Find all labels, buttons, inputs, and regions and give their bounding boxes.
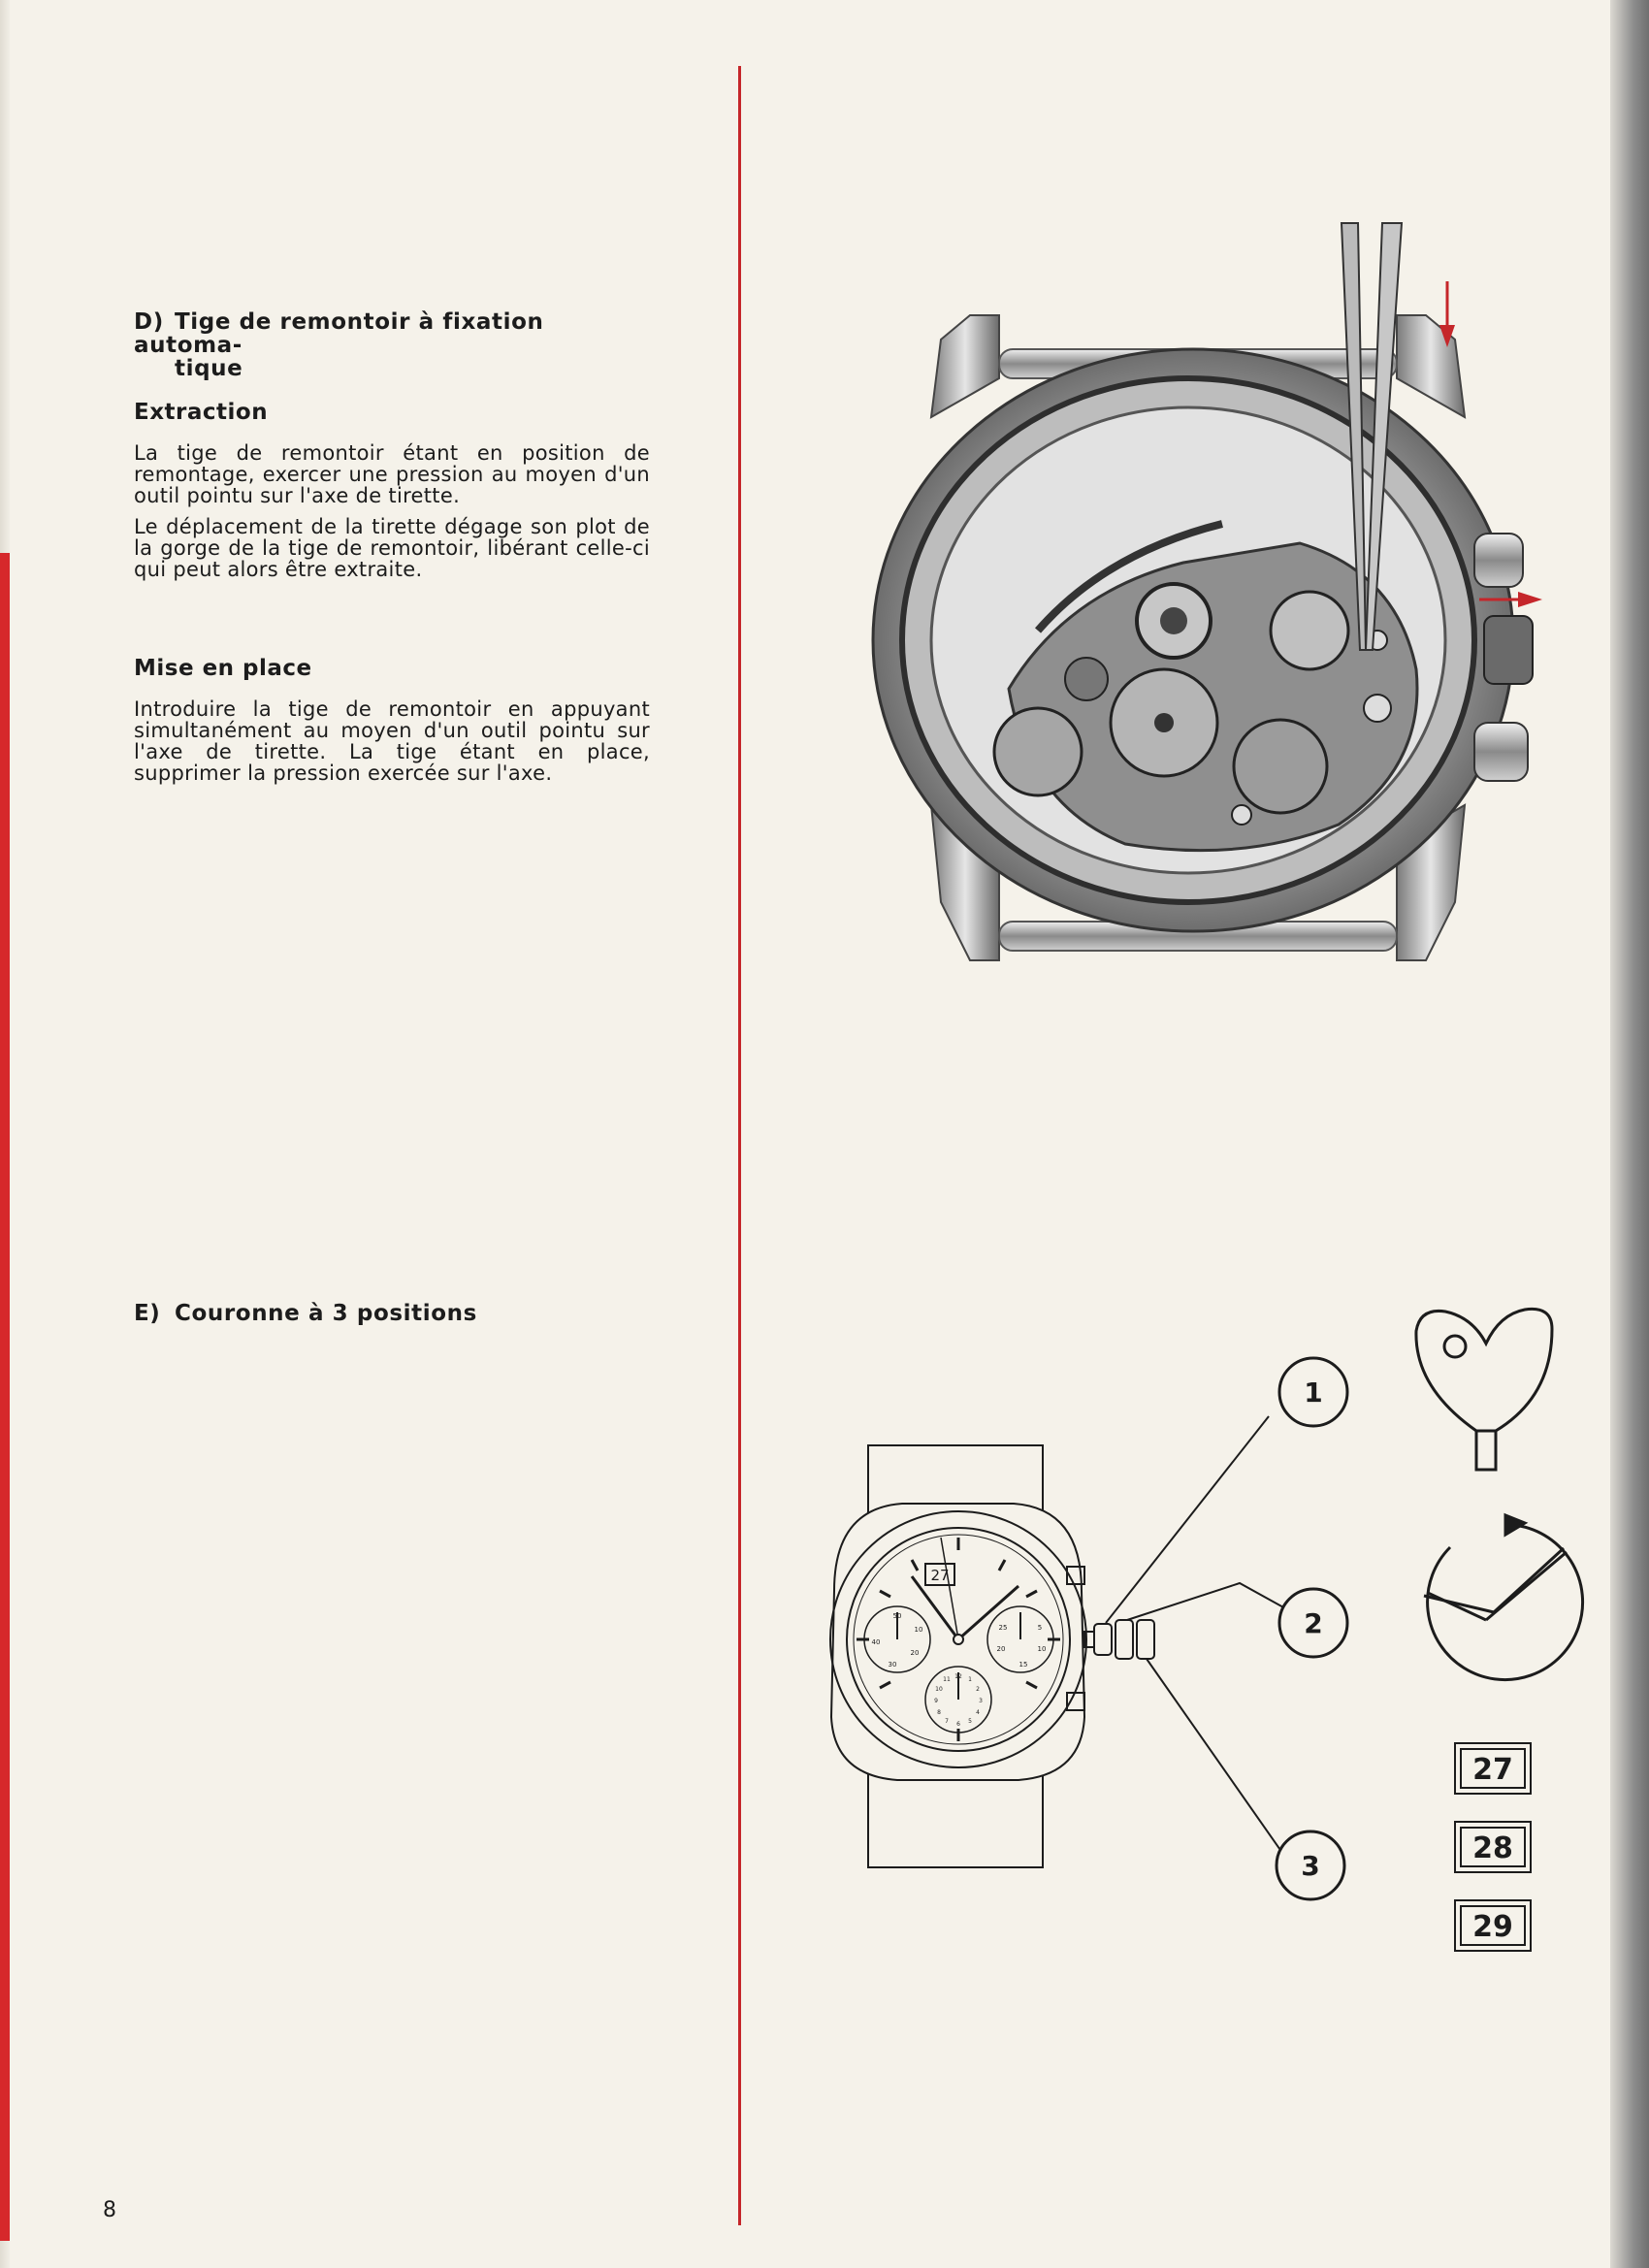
crown-positions-diagram: [776, 1300, 1600, 1944]
svg-text:6: 6: [956, 1721, 960, 1728]
svg-text:8: 8: [937, 1709, 941, 1716]
svg-text:30: 30: [888, 1661, 897, 1669]
svg-text:11: 11: [943, 1676, 951, 1683]
callout-1-label: 1: [1304, 1377, 1323, 1409]
page-number: 8: [103, 2198, 116, 2222]
svg-text:3: 3: [979, 1698, 983, 1704]
svg-text:5: 5: [968, 1718, 972, 1725]
column-divider: [738, 66, 741, 2225]
section-d: [134, 310, 650, 784]
red-thumb-index-tab: [0, 553, 10, 2241]
crown-position-2-drawing: [1116, 1620, 1133, 1659]
section-e-title-text: Couronne à 3 positions: [175, 1301, 477, 1326]
section-e-letter: E): [134, 1301, 161, 1326]
date-window-text: 27: [930, 1567, 950, 1584]
svg-text:25: 25: [998, 1624, 1008, 1632]
svg-text:5: 5: [1037, 1624, 1043, 1632]
svg-text:20: 20: [910, 1649, 920, 1657]
crown-position-1-drawing: [1094, 1624, 1112, 1655]
svg-text:10: 10: [935, 1686, 943, 1693]
page-edge-right-shadow: [1610, 0, 1649, 2268]
svg-text:15: 15: [1018, 1661, 1028, 1669]
section-d-letter: D): [134, 309, 164, 335]
section-e-title: [134, 1302, 650, 1325]
date-box-27-text: 27: [1472, 1753, 1513, 1787]
extraction-heading: Extraction: [134, 400, 269, 425]
section-d-title: [134, 310, 650, 380]
section-e: [134, 1302, 650, 1325]
hand-setting-icon: [1424, 1515, 1583, 1680]
callout-2-label: 2: [1304, 1607, 1323, 1639]
callout-3-label: 3: [1301, 1850, 1320, 1882]
winding-key-icon: [1416, 1309, 1552, 1470]
svg-text:10: 10: [914, 1626, 923, 1634]
svg-text:12: 12: [954, 1673, 962, 1680]
svg-text:1: 1: [968, 1676, 972, 1683]
svg-text:10: 10: [1037, 1645, 1047, 1653]
mise-en-place-paragraph: Introduire la tige de remontoir en appuyant simultanément au moyen d'un outil pointu sur l'axe de tirette. La tige étant en place, supprimer la pression exercée sur l'axe.: [134, 697, 650, 785]
section-d-title-line2: tique: [175, 356, 243, 381]
date-boxes: [1455, 1743, 1531, 1951]
svg-text:20: 20: [996, 1645, 1006, 1653]
watch-movement-photo: [854, 223, 1571, 980]
svg-text:4: 4: [976, 1709, 980, 1716]
date-box-29-text: 29: [1472, 1910, 1513, 1944]
mise-en-place-heading: Mise en place: [134, 656, 312, 681]
section-d-title-line1: Tige de remontoir à fixation automa-: [134, 309, 544, 358]
extraction-paragraph-1: La tige de remontoir étant en position de remontage, exercer une pression au moyen d'un outil pointu sur l'axe de tirette.: [134, 441, 650, 507]
crown-position-3-drawing: [1137, 1620, 1154, 1659]
svg-text:9: 9: [934, 1698, 938, 1704]
date-box-28-text: 28: [1472, 1831, 1513, 1865]
svg-text:50: 50: [892, 1612, 902, 1620]
svg-text:2: 2: [976, 1686, 980, 1693]
svg-text:40: 40: [871, 1638, 881, 1646]
extraction-paragraph-2: Le déplacement de la tirette dégage son plot de la gorge de la tige de remontoir, libérant celle-ci qui peut alors être extraite.: [134, 515, 650, 581]
svg-text:7: 7: [945, 1718, 949, 1725]
